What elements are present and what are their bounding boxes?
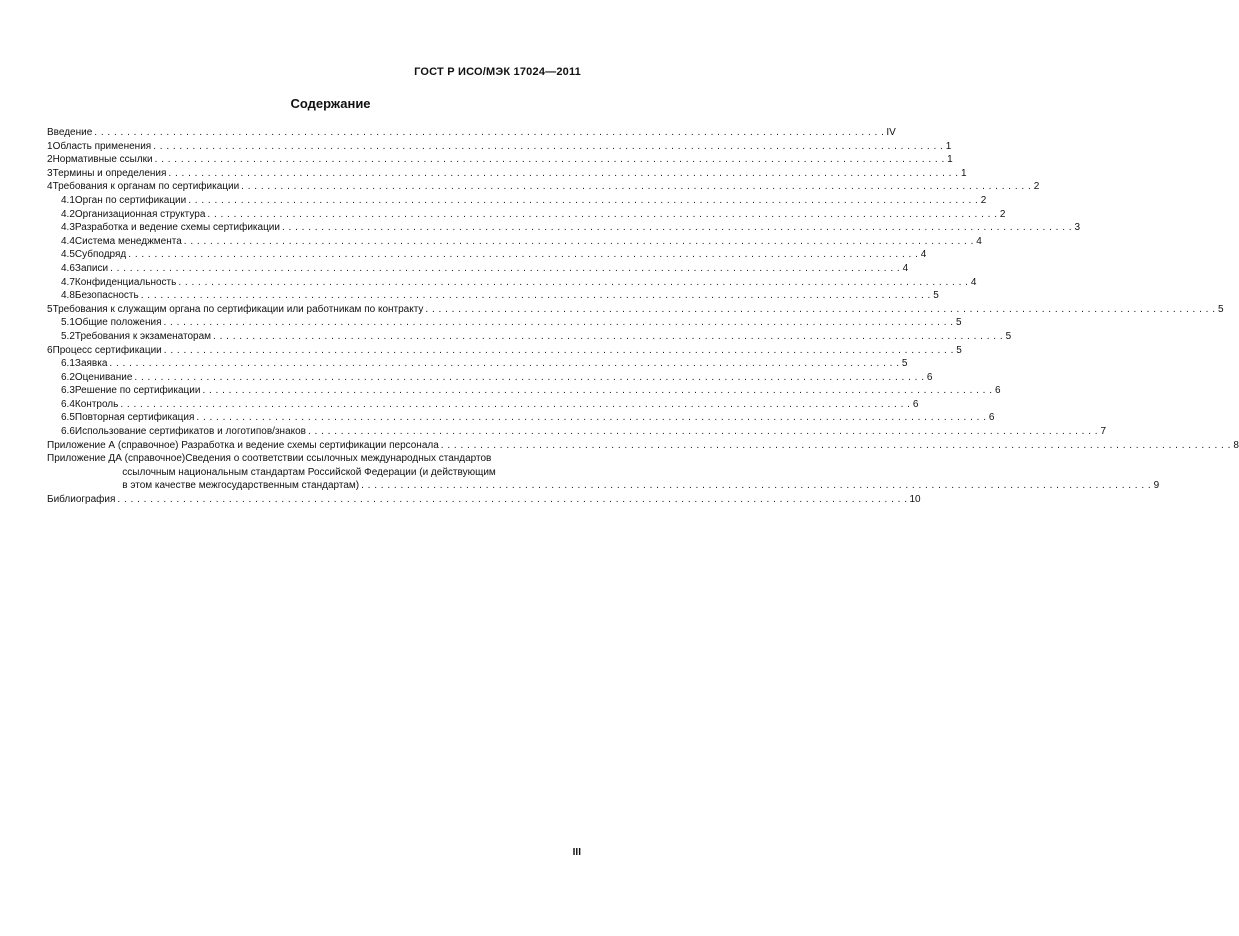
toc-entry-page: 5 xyxy=(1005,330,1012,342)
document-code: ГОСТ Р ИСО/МЭК 17024—2011 xyxy=(414,66,581,78)
toc-entry-page: 4 xyxy=(970,276,977,288)
toc-entry-page: 3 xyxy=(1074,222,1081,234)
toc-entry[interactable] xyxy=(47,248,927,262)
toc-entry-number: 6.6 xyxy=(61,426,75,438)
toc-entry-label: Введение xyxy=(47,127,93,138)
toc-entry[interactable] xyxy=(47,384,1001,398)
toc-entry-label: Контроль xyxy=(74,398,119,410)
toc-entry-label: Субподряд xyxy=(74,249,127,261)
toc-entry-page: 6 xyxy=(988,412,995,424)
toc-entry[interactable] xyxy=(47,398,919,412)
toc-entry-label: Приложение А (справочное) Разработка и ведение схемы сертификации персонала xyxy=(47,439,439,451)
toc-entry-label: Процесс сертификации xyxy=(52,344,162,356)
toc-entry-number: 3 xyxy=(47,167,53,179)
toc-entry-label: Требования к органам по сертификации xyxy=(52,181,240,193)
toc-entry-label: Нормативные ссылки xyxy=(52,154,153,166)
leader-dots xyxy=(178,276,968,290)
toc-entry-label: Безопасность xyxy=(74,290,139,302)
page-title: Содержание xyxy=(290,96,371,111)
toc-entry[interactable] xyxy=(47,439,1239,453)
toc-entry-line: ссылочным национальным стандартам Российской Федерации (и действующим xyxy=(122,466,496,478)
toc-entry-page: 6 xyxy=(912,398,919,410)
toc-entry-page: IV xyxy=(886,127,896,138)
leader-dots xyxy=(94,126,884,140)
toc-entry[interactable] xyxy=(47,262,909,276)
leader-dots xyxy=(196,411,986,425)
leader-dots xyxy=(282,221,1072,235)
toc-entry-number: 2 xyxy=(47,154,53,166)
toc-entry-label: Библиография xyxy=(47,494,116,506)
toc-entry-bibliography[interactable] xyxy=(47,493,921,507)
toc-entry-page: 5 xyxy=(956,317,962,329)
toc-entry-line: Сведения о соответствии ссылочных международных стандартов xyxy=(185,453,492,465)
toc-entry-label: Использование сертификатов и логотипов/знаков xyxy=(74,426,306,438)
leader-dots xyxy=(202,384,992,398)
toc-entry-page: 5 xyxy=(956,344,962,356)
toc-entry-page: 1 xyxy=(947,154,953,166)
toc-entry-page: 2 xyxy=(1033,181,1040,193)
toc-entry[interactable] xyxy=(47,357,908,371)
toc-entry-label: Приложение ДА (справочное) xyxy=(47,453,186,465)
leader-dots xyxy=(117,493,907,507)
toc-entry-number: 6.4 xyxy=(61,398,75,410)
toc-entry[interactable] xyxy=(47,289,939,303)
toc-entry[interactable] xyxy=(47,303,1224,317)
toc-entry[interactable] xyxy=(47,194,987,208)
toc-entry[interactable] xyxy=(47,153,953,167)
toc-rows xyxy=(47,126,1239,452)
toc-entry-label: Разработка и ведение схемы сертификации xyxy=(74,222,280,234)
toc-entry[interactable] xyxy=(47,425,1107,439)
leader-dots xyxy=(241,180,1031,194)
toc-entry-page: 4 xyxy=(920,249,927,261)
leader-dots xyxy=(134,371,924,385)
toc-entry-number: 4.5 xyxy=(61,249,75,261)
toc-entry-number: 6.3 xyxy=(61,385,75,397)
toc-entry-label: Система менеджмента xyxy=(74,235,182,247)
toc-entry-page: 6 xyxy=(926,371,933,383)
toc-entry-label: Общие положения xyxy=(74,317,162,329)
leader-dots xyxy=(213,330,1003,344)
leader-dots xyxy=(168,167,958,181)
toc-entry-label: Требования к экзаменаторам xyxy=(74,330,212,342)
leader-dots xyxy=(361,479,1151,493)
toc-entry[interactable] xyxy=(47,126,896,140)
toc-entry-page: 1 xyxy=(945,140,952,152)
leader-dots xyxy=(153,140,943,154)
leader-dots xyxy=(109,357,899,371)
toc-entry-number: 5.2 xyxy=(61,330,75,342)
toc-entry-page: 2 xyxy=(980,194,987,206)
toc-entry-number: 4 xyxy=(47,181,53,193)
toc-entry-page: 4 xyxy=(902,262,909,274)
toc-entry-number: 4.4 xyxy=(61,235,75,247)
leader-dots xyxy=(207,208,997,222)
toc-entry[interactable] xyxy=(47,316,962,330)
leader-dots xyxy=(155,153,945,167)
toc-entry-page: 8 xyxy=(1233,439,1239,451)
toc-entry-number: 1 xyxy=(47,140,53,152)
toc-entry-number: 4.2 xyxy=(61,208,75,220)
leader-dots xyxy=(308,425,1098,439)
toc-entry-number: 6.1 xyxy=(61,358,75,370)
leader-dots xyxy=(164,344,954,358)
toc-entry-label: Орган по сертификации xyxy=(74,194,187,206)
toc-entry-line: в этом качестве межгосударственным стандартам) xyxy=(122,480,360,492)
leader-dots xyxy=(425,303,1215,317)
toc-entry[interactable] xyxy=(47,371,933,385)
toc-entry-label: Повторная сертификация xyxy=(74,412,195,424)
toc-entry-number: 5 xyxy=(47,303,53,315)
toc-entry-number: 4.8 xyxy=(61,290,75,302)
toc-entry-label: Оценивание xyxy=(74,371,133,383)
toc-entry-label: Конфиденциальность xyxy=(74,276,177,288)
toc-entry[interactable] xyxy=(47,411,995,425)
toc-entry-page: 2 xyxy=(999,208,1006,220)
leader-dots xyxy=(164,316,954,330)
toc-entry-label: Организационная структура xyxy=(74,208,206,220)
table-of-contents xyxy=(47,126,1239,507)
leader-dots xyxy=(141,289,931,303)
toc-entry-label: Записи xyxy=(74,262,109,274)
leader-dots xyxy=(441,439,1231,453)
toc-entry-page: 7 xyxy=(1100,426,1107,438)
leader-dots xyxy=(120,398,910,412)
toc-entry-number: 4.1 xyxy=(61,194,75,206)
toc-entry-page: 5 xyxy=(933,290,939,302)
toc-entry-label: Заявка xyxy=(74,358,108,370)
toc-entry[interactable] xyxy=(47,180,1040,194)
toc-entry[interactable] xyxy=(47,235,982,249)
toc-entry-page: 5 xyxy=(901,358,908,370)
toc-entry-page: 10 xyxy=(909,494,921,506)
toc-entry-number: 6.5 xyxy=(61,412,75,424)
toc-entry-page: 1 xyxy=(960,167,967,179)
toc-entry-number: 6 xyxy=(47,344,53,356)
leader-dots xyxy=(188,194,978,208)
toc-entry[interactable] xyxy=(47,330,1012,344)
toc-entry-number: 5.1 xyxy=(61,317,75,329)
toc-entry-label: Термины и определения xyxy=(52,167,167,179)
toc-entry-label: Решение по сертификации xyxy=(74,385,201,397)
toc-entry-number: 4.6 xyxy=(61,262,75,274)
leader-dots xyxy=(128,248,918,262)
leader-dots xyxy=(110,262,900,276)
toc-entry[interactable] xyxy=(47,140,952,154)
toc-entry-page: 5 xyxy=(1217,303,1224,315)
page-number: III xyxy=(572,847,581,858)
toc-entry-page: 9 xyxy=(1153,480,1160,492)
toc-entry-label: Требования к служащим органа по сертификации или работникам по контракту xyxy=(52,303,424,315)
toc-entry-number: 4.7 xyxy=(61,276,75,288)
toc-entry[interactable] xyxy=(47,276,977,290)
leader-dots xyxy=(184,235,974,249)
toc-entry-label: Область применения xyxy=(52,140,152,152)
toc-entry[interactable] xyxy=(47,208,1006,222)
toc-entry-page: 4 xyxy=(976,235,982,247)
toc-entry-number: 6.2 xyxy=(61,371,75,383)
toc-entry[interactable] xyxy=(47,221,1081,235)
toc-entry-page: 6 xyxy=(994,385,1001,397)
toc-entry[interactable] xyxy=(47,167,967,181)
toc-entry-appendix-da[interactable] xyxy=(47,452,1160,493)
toc-entry-number: 4.3 xyxy=(61,222,75,234)
toc-entry[interactable] xyxy=(47,344,962,358)
